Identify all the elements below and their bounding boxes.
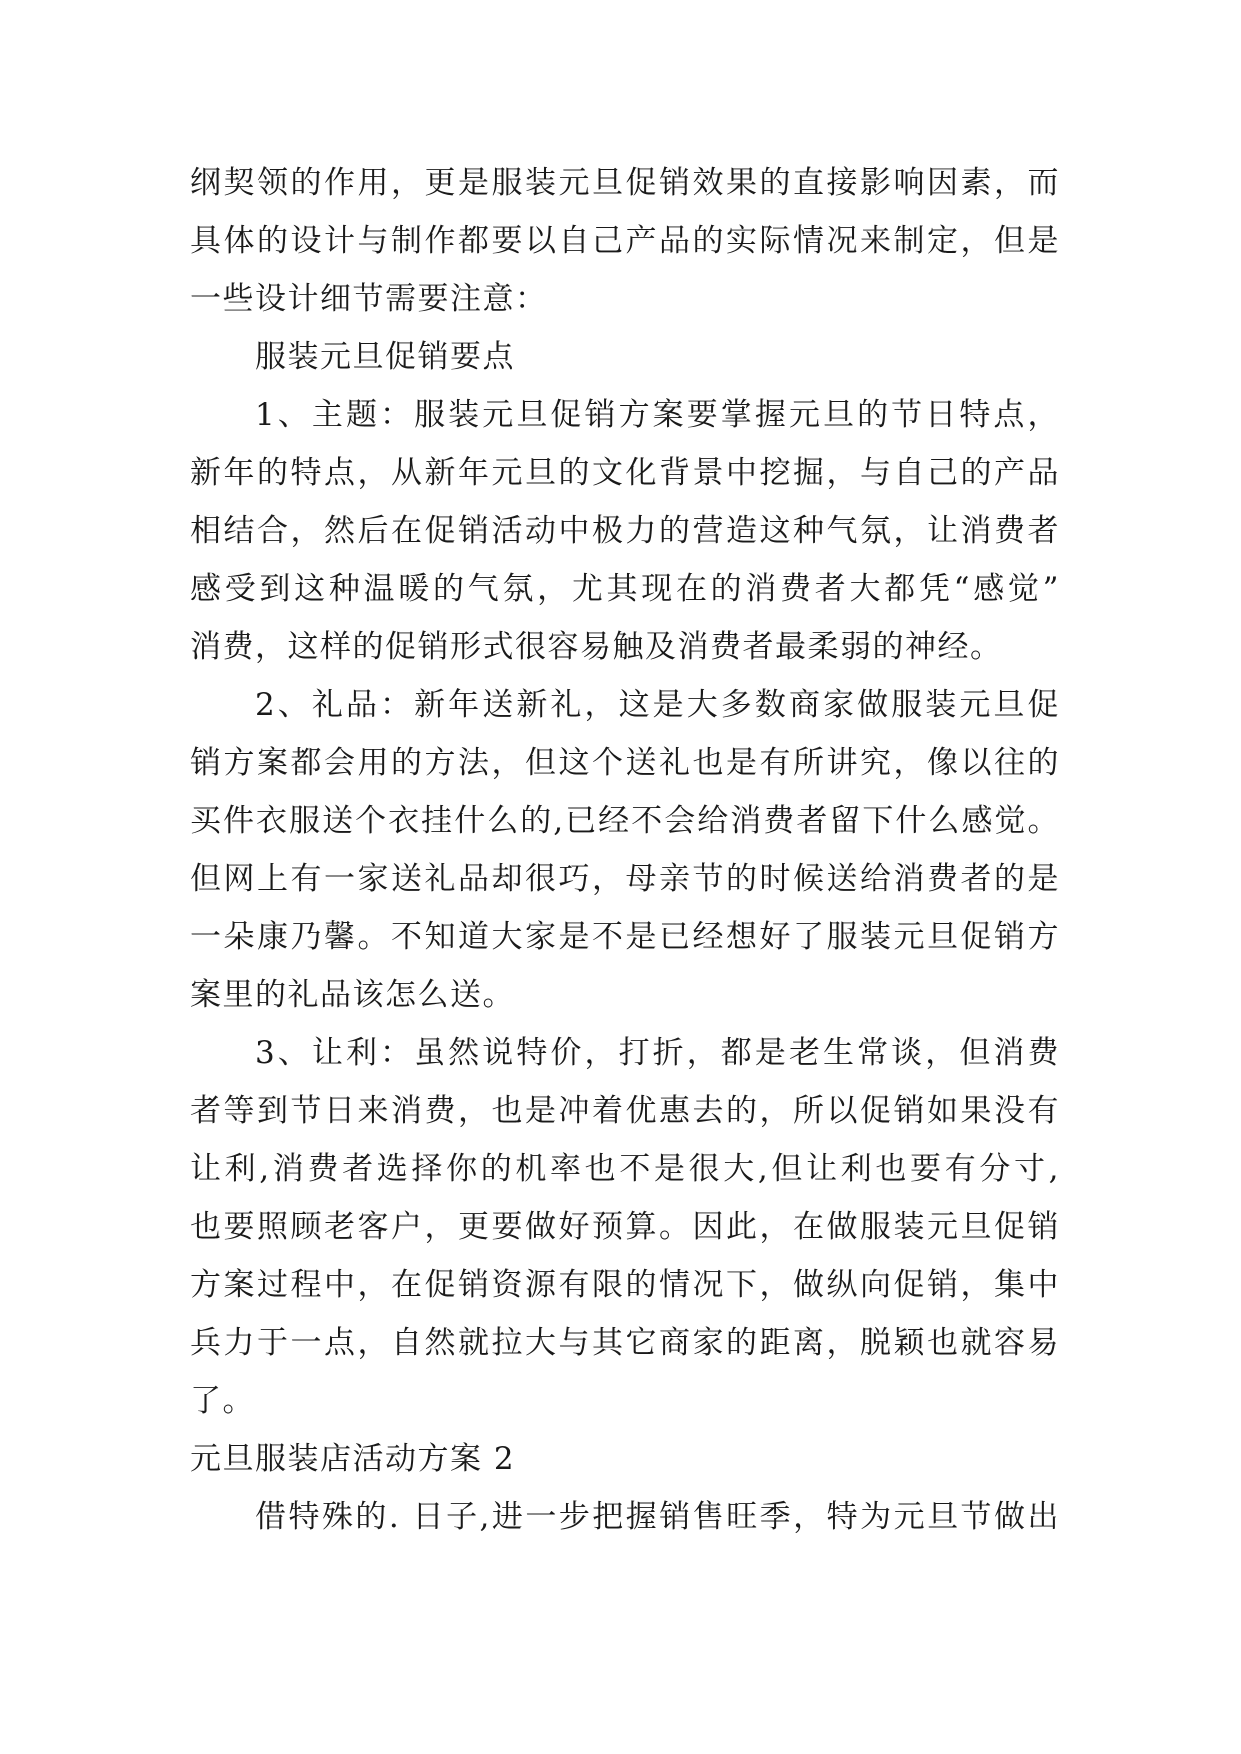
text-line: 消费，这样的促销形式很容易触及消费者最柔弱的神经。 — [190, 629, 1003, 665]
text-line: 新年的特点，从新年元旦的文化背景中挖掘，与自己的产品 — [190, 455, 1060, 491]
text-line: 一朵康乃馨。不知道大家是不是已经想好了服装元旦促销方 — [190, 919, 1060, 955]
text-line: 借特殊的. 日子,进一步把握销售旺季，特为元旦节做出 — [255, 1499, 1060, 1535]
text-line: 一些设计细节需要注意： — [190, 281, 548, 317]
text-line: 案里的礼品该怎么送。 — [190, 977, 515, 1013]
text-line: 但网上有一家送礼品却很巧，母亲节的时候送给消费者的是 — [190, 861, 1060, 897]
text-line: 2、礼品：新年送新礼，这是大多数商家做服装元旦促 — [255, 687, 1060, 723]
text-line: 3、让利：虽然说特价，打折，都是老生常谈，但消费 — [255, 1035, 1060, 1071]
text-line: 买件衣服送个衣挂什么的,已经不会给消费者留下什么感觉。 — [190, 803, 1060, 839]
text-line: 感受到这种温暖的气氛，尤其现在的消费者大都凭“感觉” — [190, 571, 1060, 607]
text-line: 销方案都会用的方法，但这个送礼也是有所讲究，像以往的 — [190, 745, 1060, 781]
text-line: 相结合，然后在促销活动中极力的营造这种气氛，让消费者 — [190, 513, 1060, 549]
text-line: 方案过程中，在促销资源有限的情况下，做纵向促销，集中 — [190, 1267, 1060, 1303]
text-line: 者等到节日来消费，也是冲着优惠去的，所以促销如果没有 — [190, 1093, 1060, 1129]
text-line: 了。 — [190, 1383, 255, 1419]
text-line: 也要照顾老客户，更要做好预算。因此，在做服装元旦促销 — [190, 1209, 1060, 1245]
text-line: 让利,消费者选择你的机率也不是很大,但让利也要有分寸, — [190, 1151, 1060, 1187]
section-title: 元旦服装店活动方案 2 — [190, 1441, 516, 1477]
text-line: 1、主题：服装元旦促销方案要掌握元旦的节日特点， — [255, 397, 1060, 433]
section-heading: 服装元旦促销要点 — [255, 339, 515, 375]
text-line: 兵力于一点，自然就拉大与其它商家的距离，脱颖也就容易 — [190, 1325, 1060, 1361]
text-line: 纲契领的作用，更是服装元旦促销效果的直接影响因素，而 — [190, 165, 1060, 201]
text-line: 具体的设计与制作都要以自己产品的实际情况来制定，但是 — [190, 223, 1060, 259]
